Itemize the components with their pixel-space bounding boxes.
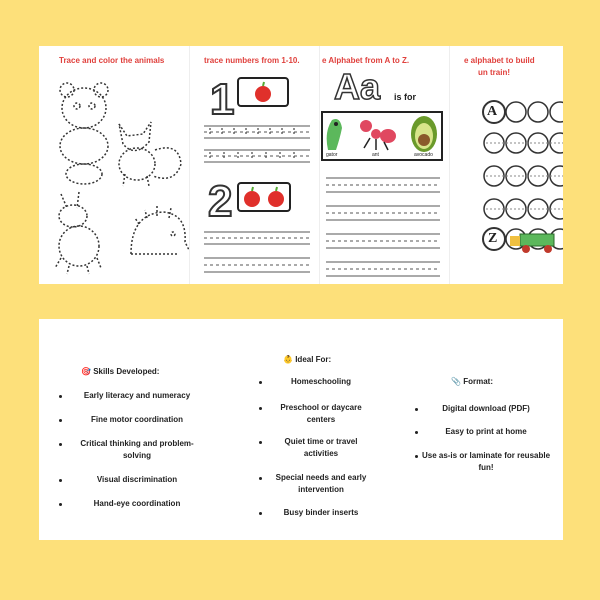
big-number-one: 1 bbox=[210, 75, 235, 124]
target-icon: 🎯 bbox=[81, 367, 91, 376]
is-for-label: is for bbox=[394, 92, 417, 102]
big-number-two: 2 bbox=[208, 177, 233, 226]
picture-label-ant: ant bbox=[372, 152, 379, 158]
list-item: Use as-is or laminate for reusable fun! bbox=[421, 451, 551, 472]
big-letters-aa: Aa bbox=[334, 66, 381, 107]
preview-title: trace numbers from 1-10. bbox=[204, 56, 300, 65]
worksheet-preview-card bbox=[39, 46, 563, 284]
list-item: Critical thinking and problem-solving bbox=[80, 439, 194, 460]
preview-trace-numbers bbox=[189, 46, 320, 284]
paperclip-icon: 📎 bbox=[451, 377, 461, 386]
dotted-animals-illustration bbox=[39, 46, 189, 284]
picture-label-gator: gator bbox=[326, 152, 338, 158]
alphabet-illustration bbox=[320, 46, 450, 284]
preview-trace-animals bbox=[39, 46, 189, 284]
features-card bbox=[39, 319, 563, 540]
number-tracing-lines bbox=[190, 46, 320, 284]
list-item: Hand-eye coordination bbox=[93, 499, 181, 508]
list-item: Easy to print at home bbox=[445, 427, 527, 436]
picture-label-avocado: avocado bbox=[414, 152, 433, 158]
list-item: Digital download (PDF) bbox=[442, 404, 530, 413]
preview-title-line2: un train! bbox=[478, 68, 510, 77]
list-item: Early literacy and numeracy bbox=[83, 391, 191, 400]
list-item: Homeschooling bbox=[290, 377, 351, 386]
list-item: Visual discrimination bbox=[96, 475, 178, 484]
preview-title: Trace and color the animals bbox=[59, 56, 165, 65]
preview-title: e Alphabet from A to Z. bbox=[322, 56, 410, 65]
train-letter-a: A bbox=[487, 104, 498, 119]
list-item: Busy binder inserts bbox=[283, 508, 359, 517]
list-item: Fine motor coordination bbox=[91, 415, 183, 424]
baby-icon: 👶 bbox=[283, 355, 293, 364]
train-circles bbox=[450, 46, 563, 284]
list-item: Special needs and early intervention bbox=[275, 473, 367, 494]
list-item: Quiet time or travel activities bbox=[284, 437, 358, 458]
skills-heading: 🎯 Skills Developed: bbox=[81, 367, 160, 376]
ideal-heading: 👶 Ideal For: bbox=[283, 355, 332, 364]
list-item: Preschool or daycare centers bbox=[280, 403, 362, 424]
preview-title: e alphabet to build bbox=[464, 56, 535, 65]
preview-alphabet bbox=[319, 46, 450, 284]
train-letter-z: Z bbox=[488, 231, 498, 246]
format-heading: 📎 Format: bbox=[451, 377, 493, 386]
preview-alphabet-train bbox=[449, 46, 563, 284]
